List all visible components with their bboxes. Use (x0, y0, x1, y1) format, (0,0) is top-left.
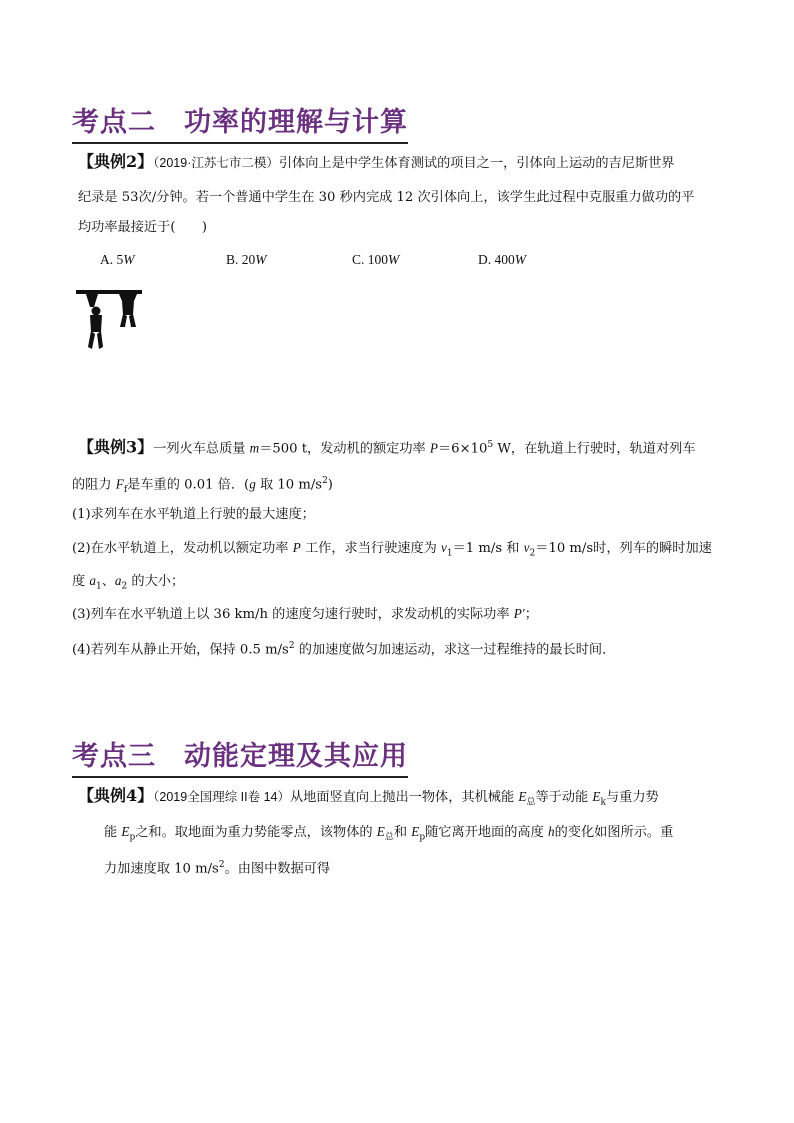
example-3-line-2: 的阻力 $F_f$是车重的 0.01 倍．(g 取 10 $m/s^2$) (72, 476, 333, 496)
pull-up-figure (76, 287, 146, 353)
example-3-question-3: (3)列车在水平轨道上以 36 km/h 的速度匀速行驶时，求发动机的实际功率 P′； (72, 606, 538, 622)
example-4-line-3: 力加速度取 10 $m/s^2$。由图中数据可得 (104, 860, 331, 877)
example-label: 【典例4】 (78, 786, 154, 805)
example-source: （2019·江苏七市二模） (153, 156, 279, 170)
example-2-line-1 (78, 146, 675, 179)
example-4-line-1: 【典例4】（2019全国理综 II卷 14）从地面竖直向上抛出一物体，其机械能 $E_总$等于动能 $E_k$与重力势 (78, 786, 659, 808)
example-3-question-2-cont: 度 $a_1$、$a_2$ 的大小； (72, 573, 185, 592)
example-source: （2019全国理综 II卷 14） (153, 790, 290, 804)
example-2-line-2: 纪录是 53次/分钟。若一个普通中学生在 30 秒内完成 12 次引体向上，该学生此过程中克服重力做功的平 (78, 190, 695, 205)
example-text: 引体向上是中学生体育测试的项目之一，引体向上运动的吉尼斯世界 (278, 156, 675, 171)
example-2-line-3: 均功率最接近于( ) (78, 220, 207, 235)
example-3-line-1: 【典例3】一列火车总质量 m＝500 t，发动机的额定功率 $P=6\times 10^5$ W，在轨道上行驶时，轨道对列车 (78, 437, 696, 457)
example-label: 【典例2】 (78, 152, 154, 171)
choice-a[interactable]: A. 5W (100, 252, 135, 267)
example-3-question-4: (4)若列车从静止开始，保持 0.5 $m/s^2$ 的加速度做匀加速运动，求这一过程维持的最长时间． (72, 641, 616, 658)
example-4-line-2: 能 $E_p$之和。取地面为重力势能零点，该物体的 $E_总$和 $E_p$随它离开地面的高度 h的变化如图所示。重 (104, 824, 674, 843)
example-3-question-1: (1)求列车在水平轨道上行驶的最大速度； (72, 507, 315, 522)
choice-b[interactable]: B. 20W (226, 252, 267, 267)
choice-d[interactable]: D. 400W (478, 252, 526, 267)
section-title-2: 考点二 功率的理解与计算 (72, 100, 408, 144)
example-3-question-2: (2)在水平轨道上，发动机以额定功率 P 工作，求当行驶速度为 $v_1=1$ m/s 和 $v_2=10$ m/s时，列车的瞬时加速 (72, 540, 712, 559)
section-title-3: 考点三 动能定理及其应用 (72, 734, 408, 778)
example-label: 【典例3】 (78, 437, 154, 457)
choice-c[interactable]: C. 100W (352, 252, 400, 267)
